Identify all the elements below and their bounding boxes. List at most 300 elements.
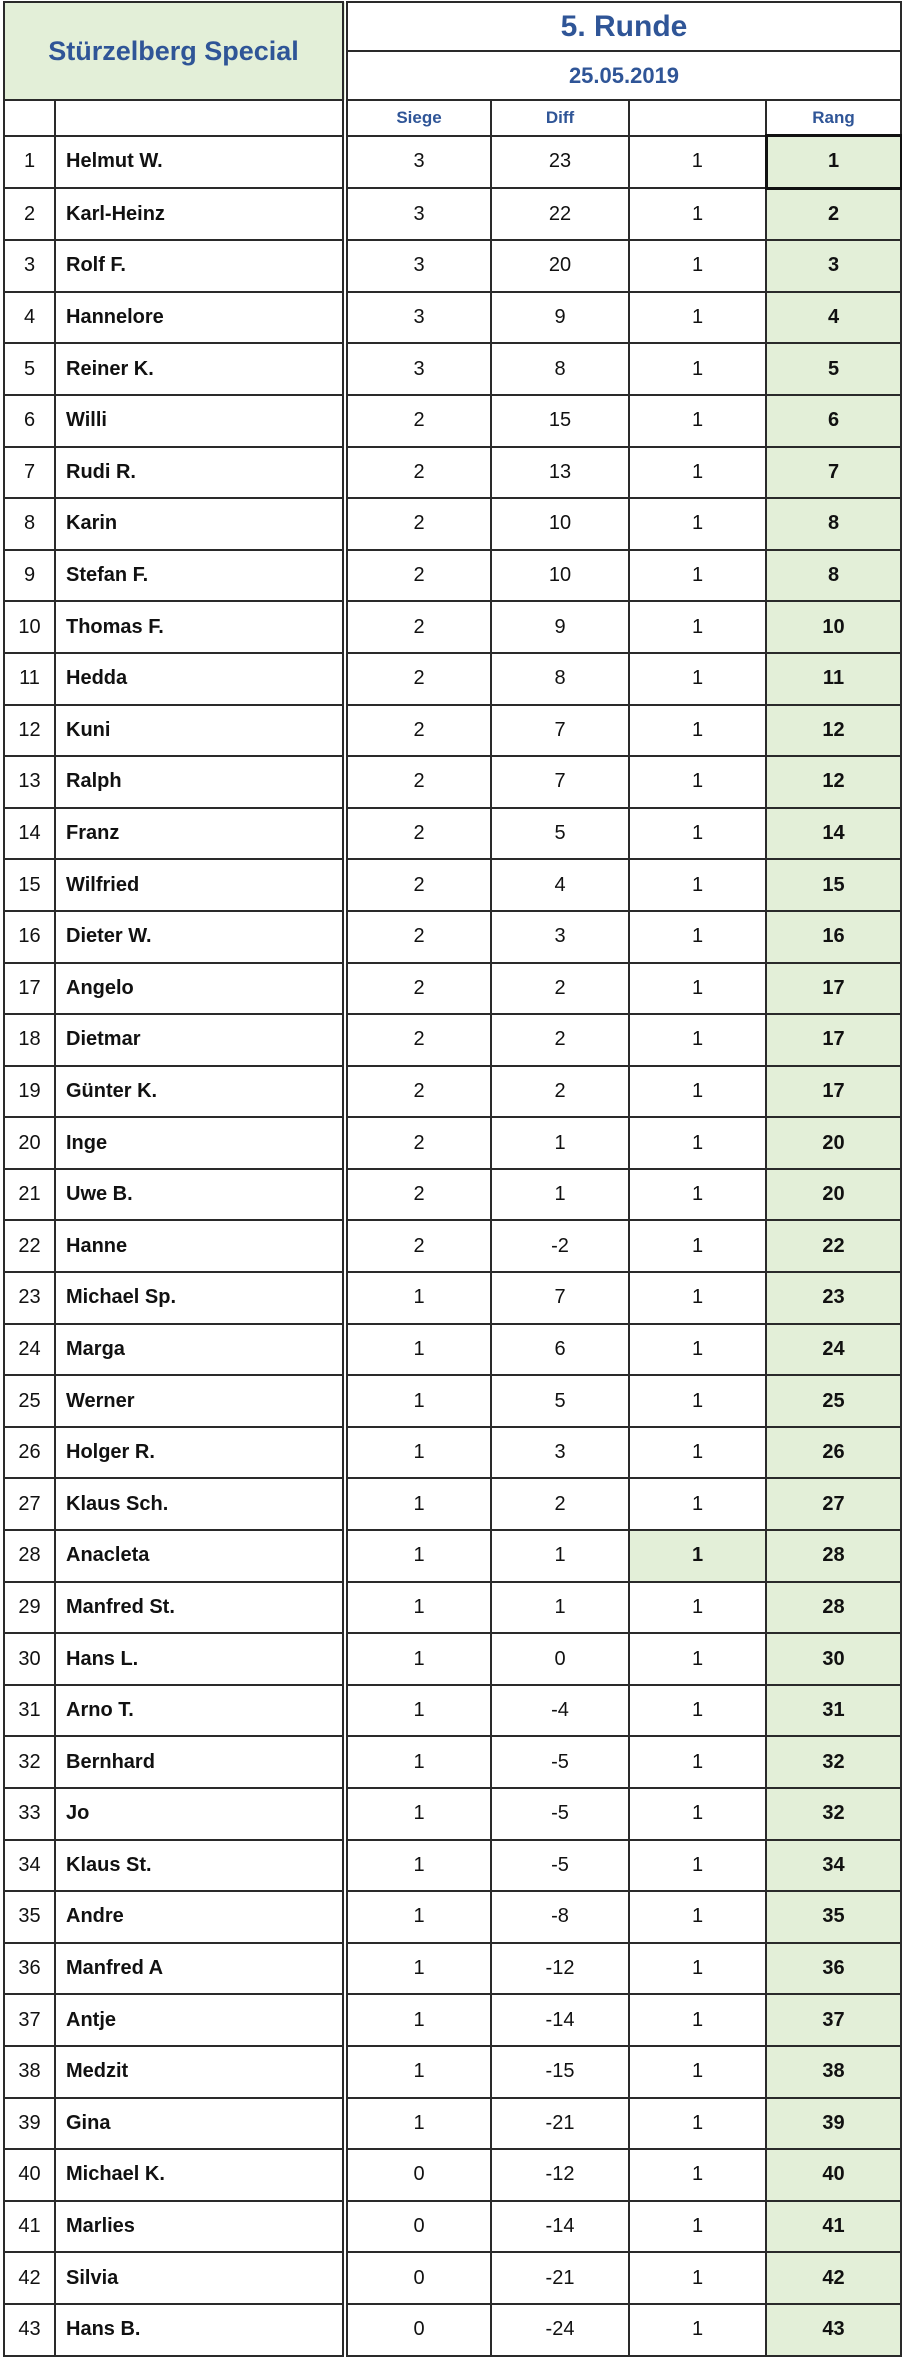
- rank-cell: 27: [766, 1478, 901, 1530]
- rank-cell: 26: [766, 1427, 901, 1479]
- extra-cell: 1: [629, 447, 766, 499]
- table-row: [4, 653, 901, 705]
- table-row: [4, 2149, 901, 2201]
- siege-cell: 1: [345, 1840, 491, 1892]
- player-name-cell: Günter K.: [55, 1066, 345, 1118]
- row-number-cell: 18: [4, 1014, 55, 1066]
- table-row: [4, 343, 901, 395]
- table-row: [4, 1994, 901, 2046]
- diff-cell: -14: [491, 1994, 629, 2046]
- siege-cell: 2: [345, 705, 491, 757]
- siege-cell: 0: [345, 2149, 491, 2201]
- col-header-name: [55, 100, 345, 136]
- rank-cell: 20: [766, 1169, 901, 1221]
- rank-cell: 4: [766, 292, 901, 344]
- rank-cell: 20: [766, 1117, 901, 1169]
- player-name-cell: Hans B.: [55, 2304, 345, 2356]
- diff-cell: 10: [491, 550, 629, 602]
- player-name-cell: Inge: [55, 1117, 345, 1169]
- diff-cell: 8: [491, 653, 629, 705]
- row-number-cell: 1: [4, 136, 55, 189]
- rank-cell: 37: [766, 1994, 901, 2046]
- diff-cell: 8: [491, 343, 629, 395]
- row-number-cell: 36: [4, 1943, 55, 1995]
- table-row: [4, 859, 901, 911]
- row-number-cell: 33: [4, 1788, 55, 1840]
- player-name-cell: Uwe B.: [55, 1169, 345, 1221]
- table-row: [4, 1066, 901, 1118]
- row-number-cell: 7: [4, 447, 55, 499]
- siege-cell: 2: [345, 756, 491, 808]
- player-name-cell: Stefan F.: [55, 550, 345, 602]
- diff-cell: 7: [491, 756, 629, 808]
- siege-cell: 2: [345, 1014, 491, 1066]
- row-number-cell: 22: [4, 1220, 55, 1272]
- rank-cell: 41: [766, 2201, 901, 2253]
- extra-cell: 1: [629, 136, 766, 189]
- siege-cell: 2: [345, 1117, 491, 1169]
- player-name-cell: Klaus St.: [55, 1840, 345, 1892]
- siege-cell: 3: [345, 136, 491, 189]
- table-row: [4, 1840, 901, 1892]
- row-number-cell: 23: [4, 1272, 55, 1324]
- siege-cell: 2: [345, 498, 491, 550]
- diff-cell: 20: [491, 240, 629, 292]
- player-name-cell: Manfred St.: [55, 1582, 345, 1634]
- diff-cell: -12: [491, 1943, 629, 1995]
- table-row: [4, 756, 901, 808]
- player-name-cell: Ralph: [55, 756, 345, 808]
- player-name-cell: Marga: [55, 1324, 345, 1376]
- table-row: [4, 447, 901, 499]
- standings-table: [3, 1, 902, 2357]
- diff-cell: -5: [491, 1840, 629, 1892]
- table-row: [4, 1169, 901, 1221]
- row-number-cell: 42: [4, 2252, 55, 2304]
- diff-cell: 1: [491, 1117, 629, 1169]
- extra-cell: 1: [629, 705, 766, 757]
- table-row: [4, 2252, 901, 2304]
- siege-cell: 1: [345, 1478, 491, 1530]
- rank-cell: 10: [766, 601, 901, 653]
- siege-cell: 2: [345, 911, 491, 963]
- table-row: [4, 808, 901, 860]
- extra-cell: 1: [629, 188, 766, 240]
- diff-cell: -5: [491, 1736, 629, 1788]
- siege-cell: 1: [345, 1685, 491, 1737]
- siege-cell: 1: [345, 1788, 491, 1840]
- table-row: [4, 136, 901, 189]
- row-number-cell: 9: [4, 550, 55, 602]
- row-number-cell: 4: [4, 292, 55, 344]
- row-number-cell: 39: [4, 2098, 55, 2150]
- table-row: [4, 911, 901, 963]
- table-row: [4, 1582, 901, 1634]
- table-row: [4, 498, 901, 550]
- player-name-cell: Bernhard: [55, 1736, 345, 1788]
- player-name-cell: Hans L.: [55, 1633, 345, 1685]
- siege-cell: 3: [345, 240, 491, 292]
- extra-cell: 1: [629, 2046, 766, 2098]
- extra-cell: 1: [629, 2149, 766, 2201]
- extra-cell: 1: [629, 1220, 766, 1272]
- rank-cell: 38: [766, 2046, 901, 2098]
- extra-cell: 1: [629, 756, 766, 808]
- row-number-cell: 19: [4, 1066, 55, 1118]
- table-row: [4, 1324, 901, 1376]
- rank-cell: 39: [766, 2098, 901, 2150]
- player-name-cell: Dietmar: [55, 1014, 345, 1066]
- diff-cell: 10: [491, 498, 629, 550]
- diff-cell: 22: [491, 188, 629, 240]
- siege-cell: 1: [345, 1530, 491, 1582]
- diff-cell: 0: [491, 1633, 629, 1685]
- row-number-cell: 37: [4, 1994, 55, 2046]
- extra-cell: 1: [629, 1530, 766, 1582]
- table-row: [4, 2304, 901, 2356]
- row-number-cell: 11: [4, 653, 55, 705]
- extra-cell: 1: [629, 2304, 766, 2356]
- tournament-title: Stürzelberg Special: [4, 2, 345, 100]
- extra-cell: 1: [629, 1840, 766, 1892]
- standings-body: [4, 136, 901, 2356]
- diff-cell: 2: [491, 963, 629, 1015]
- player-name-cell: Holger R.: [55, 1427, 345, 1479]
- extra-cell: 1: [629, 1478, 766, 1530]
- diff-cell: -14: [491, 2201, 629, 2253]
- siege-cell: 1: [345, 1633, 491, 1685]
- row-number-cell: 20: [4, 1117, 55, 1169]
- player-name-cell: Franz: [55, 808, 345, 860]
- rank-cell: 5: [766, 343, 901, 395]
- diff-cell: 2: [491, 1478, 629, 1530]
- siege-cell: 3: [345, 188, 491, 240]
- column-header-row: [4, 100, 901, 136]
- extra-cell: 1: [629, 1375, 766, 1427]
- player-name-cell: Klaus Sch.: [55, 1478, 345, 1530]
- rank-cell: 28: [766, 1582, 901, 1634]
- table-row: [4, 1117, 901, 1169]
- extra-cell: 1: [629, 808, 766, 860]
- player-name-cell: Michael K.: [55, 2149, 345, 2201]
- extra-cell: 1: [629, 1633, 766, 1685]
- rank-cell: 2: [766, 188, 901, 240]
- siege-cell: 1: [345, 1272, 491, 1324]
- extra-cell: 1: [629, 343, 766, 395]
- row-number-cell: 34: [4, 1840, 55, 1892]
- diff-cell: -12: [491, 2149, 629, 2201]
- player-name-cell: Hanne: [55, 1220, 345, 1272]
- table-row: [4, 188, 901, 240]
- table-row: [4, 240, 901, 292]
- rank-cell: 43: [766, 2304, 901, 2356]
- table-row: [4, 2098, 901, 2150]
- siege-cell: 1: [345, 1943, 491, 1995]
- player-name-cell: Michael Sp.: [55, 1272, 345, 1324]
- extra-cell: 1: [629, 1066, 766, 1118]
- player-name-cell: Werner: [55, 1375, 345, 1427]
- table-row: [4, 1272, 901, 1324]
- player-name-cell: Manfred A: [55, 1943, 345, 1995]
- extra-cell: 1: [629, 2098, 766, 2150]
- player-name-cell: Gina: [55, 2098, 345, 2150]
- siege-cell: 1: [345, 2098, 491, 2150]
- row-number-cell: 13: [4, 756, 55, 808]
- player-name-cell: Andre: [55, 1891, 345, 1943]
- diff-cell: 7: [491, 705, 629, 757]
- rank-cell: 28: [766, 1530, 901, 1582]
- siege-cell: 1: [345, 1891, 491, 1943]
- diff-cell: -24: [491, 2304, 629, 2356]
- player-name-cell: Reiner K.: [55, 343, 345, 395]
- rank-cell: 14: [766, 808, 901, 860]
- rank-cell: 25: [766, 1375, 901, 1427]
- table-row: [4, 1943, 901, 1995]
- diff-cell: 3: [491, 911, 629, 963]
- extra-cell: 1: [629, 601, 766, 653]
- rank-cell: 36: [766, 1943, 901, 1995]
- player-name-cell: Wilfried: [55, 859, 345, 911]
- rank-cell: 15: [766, 859, 901, 911]
- player-name-cell: Helmut W.: [55, 136, 345, 189]
- player-name-cell: Angelo: [55, 963, 345, 1015]
- player-name-cell: Antje: [55, 1994, 345, 2046]
- player-name-cell: Hannelore: [55, 292, 345, 344]
- player-name-cell: Karin: [55, 498, 345, 550]
- siege-cell: 2: [345, 653, 491, 705]
- diff-cell: 1: [491, 1582, 629, 1634]
- table-row: [4, 395, 901, 447]
- table-row: [4, 550, 901, 602]
- extra-cell: 1: [629, 1582, 766, 1634]
- siege-cell: 3: [345, 343, 491, 395]
- rank-cell: 31: [766, 1685, 901, 1737]
- row-number-cell: 27: [4, 1478, 55, 1530]
- col-header-diff: Diff: [491, 100, 629, 136]
- rank-cell: 24: [766, 1324, 901, 1376]
- row-number-cell: 24: [4, 1324, 55, 1376]
- row-number-cell: 5: [4, 343, 55, 395]
- extra-cell: 1: [629, 1117, 766, 1169]
- rank-cell: 11: [766, 653, 901, 705]
- player-name-cell: Hedda: [55, 653, 345, 705]
- diff-cell: 23: [491, 136, 629, 189]
- extra-cell: 1: [629, 1943, 766, 1995]
- row-number-cell: 6: [4, 395, 55, 447]
- rank-cell: 42: [766, 2252, 901, 2304]
- diff-cell: 5: [491, 1375, 629, 1427]
- player-name-cell: Dieter W.: [55, 911, 345, 963]
- rank-cell: 8: [766, 550, 901, 602]
- diff-cell: 2: [491, 1014, 629, 1066]
- table-row: [4, 1220, 901, 1272]
- row-number-cell: 14: [4, 808, 55, 860]
- extra-cell: 1: [629, 1014, 766, 1066]
- row-number-cell: 43: [4, 2304, 55, 2356]
- rank-cell: 6: [766, 395, 901, 447]
- table-row: [4, 1891, 901, 1943]
- row-number-cell: 35: [4, 1891, 55, 1943]
- extra-cell: 1: [629, 1891, 766, 1943]
- row-number-cell: 17: [4, 963, 55, 1015]
- player-name-cell: Thomas F.: [55, 601, 345, 653]
- rank-cell: 17: [766, 1014, 901, 1066]
- rank-cell: 30: [766, 1633, 901, 1685]
- siege-cell: 1: [345, 2046, 491, 2098]
- diff-cell: 1: [491, 1530, 629, 1582]
- diff-cell: 2: [491, 1066, 629, 1118]
- extra-cell: 1: [629, 1324, 766, 1376]
- table-row: [4, 292, 901, 344]
- col-header-siege: Siege: [345, 100, 491, 136]
- row-number-cell: 32: [4, 1736, 55, 1788]
- extra-cell: 1: [629, 1685, 766, 1737]
- diff-cell: -5: [491, 1788, 629, 1840]
- row-number-cell: 30: [4, 1633, 55, 1685]
- row-number-cell: 25: [4, 1375, 55, 1427]
- col-header-extra: [629, 100, 766, 136]
- table-row: [4, 1427, 901, 1479]
- rank-cell: 32: [766, 1788, 901, 1840]
- diff-cell: -21: [491, 2252, 629, 2304]
- rank-cell: 32: [766, 1736, 901, 1788]
- extra-cell: 1: [629, 498, 766, 550]
- table-row: [4, 1736, 901, 1788]
- diff-cell: 9: [491, 292, 629, 344]
- diff-cell: -2: [491, 1220, 629, 1272]
- table-row: [4, 2046, 901, 2098]
- siege-cell: 2: [345, 395, 491, 447]
- siege-cell: 1: [345, 1324, 491, 1376]
- rank-cell: 23: [766, 1272, 901, 1324]
- extra-cell: 1: [629, 2252, 766, 2304]
- diff-cell: -8: [491, 1891, 629, 1943]
- diff-cell: 3: [491, 1427, 629, 1479]
- table-row: [4, 1788, 901, 1840]
- table-row: [4, 2201, 901, 2253]
- extra-cell: 1: [629, 963, 766, 1015]
- diff-cell: 5: [491, 808, 629, 860]
- player-name-cell: Rolf F.: [55, 240, 345, 292]
- rank-cell: 1: [766, 136, 901, 189]
- diff-cell: 9: [491, 601, 629, 653]
- rank-cell: 17: [766, 963, 901, 1015]
- extra-cell: 1: [629, 859, 766, 911]
- row-number-cell: 26: [4, 1427, 55, 1479]
- row-number-cell: 15: [4, 859, 55, 911]
- rank-cell: 7: [766, 447, 901, 499]
- diff-cell: -15: [491, 2046, 629, 2098]
- extra-cell: 1: [629, 1169, 766, 1221]
- header-row-1: [4, 2, 901, 51]
- table-row: [4, 963, 901, 1015]
- player-name-cell: Kuni: [55, 705, 345, 757]
- siege-cell: 2: [345, 1220, 491, 1272]
- rank-cell: 8: [766, 498, 901, 550]
- table-row: [4, 1014, 901, 1066]
- diff-cell: 1: [491, 1169, 629, 1221]
- row-number-cell: 31: [4, 1685, 55, 1737]
- row-number-cell: 41: [4, 2201, 55, 2253]
- extra-cell: 1: [629, 1994, 766, 2046]
- player-name-cell: Silvia: [55, 2252, 345, 2304]
- round-date: 25.05.2019: [345, 51, 901, 100]
- rank-cell: 34: [766, 1840, 901, 1892]
- table-row: [4, 601, 901, 653]
- row-number-cell: 21: [4, 1169, 55, 1221]
- row-number-cell: 29: [4, 1582, 55, 1634]
- siege-cell: 3: [345, 292, 491, 344]
- extra-cell: 1: [629, 1427, 766, 1479]
- rank-cell: 12: [766, 705, 901, 757]
- rank-cell: 17: [766, 1066, 901, 1118]
- extra-cell: 1: [629, 2201, 766, 2253]
- extra-cell: 1: [629, 1788, 766, 1840]
- rank-cell: 12: [766, 756, 901, 808]
- extra-cell: 1: [629, 395, 766, 447]
- rank-cell: 22: [766, 1220, 901, 1272]
- diff-cell: -21: [491, 2098, 629, 2150]
- table-row: [4, 1375, 901, 1427]
- row-number-cell: 2: [4, 188, 55, 240]
- extra-cell: 1: [629, 550, 766, 602]
- siege-cell: 2: [345, 601, 491, 653]
- player-name-cell: Arno T.: [55, 1685, 345, 1737]
- siege-cell: 2: [345, 1169, 491, 1221]
- siege-cell: 2: [345, 1066, 491, 1118]
- siege-cell: 0: [345, 2304, 491, 2356]
- row-number-cell: 3: [4, 240, 55, 292]
- table-row: [4, 1478, 901, 1530]
- siege-cell: 2: [345, 550, 491, 602]
- rank-cell: 35: [766, 1891, 901, 1943]
- diff-cell: -4: [491, 1685, 629, 1737]
- standings-sheet: [3, 1, 900, 2357]
- rank-cell: 40: [766, 2149, 901, 2201]
- extra-cell: 1: [629, 1272, 766, 1324]
- siege-cell: 2: [345, 808, 491, 860]
- siege-cell: 2: [345, 447, 491, 499]
- row-number-cell: 8: [4, 498, 55, 550]
- player-name-cell: Anacleta: [55, 1530, 345, 1582]
- rank-cell: 16: [766, 911, 901, 963]
- row-number-cell: 40: [4, 2149, 55, 2201]
- table-row: [4, 1633, 901, 1685]
- extra-cell: 1: [629, 911, 766, 963]
- round-title: 5. Runde: [345, 2, 901, 51]
- diff-cell: 7: [491, 1272, 629, 1324]
- diff-cell: 15: [491, 395, 629, 447]
- player-name-cell: Jo: [55, 1788, 345, 1840]
- siege-cell: 1: [345, 1736, 491, 1788]
- siege-cell: 0: [345, 2252, 491, 2304]
- row-number-cell: 10: [4, 601, 55, 653]
- row-number-cell: 12: [4, 705, 55, 757]
- diff-cell: 13: [491, 447, 629, 499]
- extra-cell: 1: [629, 1736, 766, 1788]
- row-number-cell: 28: [4, 1530, 55, 1582]
- diff-cell: 4: [491, 859, 629, 911]
- col-header-rang: Rang: [766, 100, 901, 136]
- siege-cell: 2: [345, 963, 491, 1015]
- extra-cell: 1: [629, 240, 766, 292]
- player-name-cell: Willi: [55, 395, 345, 447]
- siege-cell: 1: [345, 1427, 491, 1479]
- siege-cell: 1: [345, 1994, 491, 2046]
- diff-cell: 6: [491, 1324, 629, 1376]
- extra-cell: 1: [629, 292, 766, 344]
- row-number-cell: 16: [4, 911, 55, 963]
